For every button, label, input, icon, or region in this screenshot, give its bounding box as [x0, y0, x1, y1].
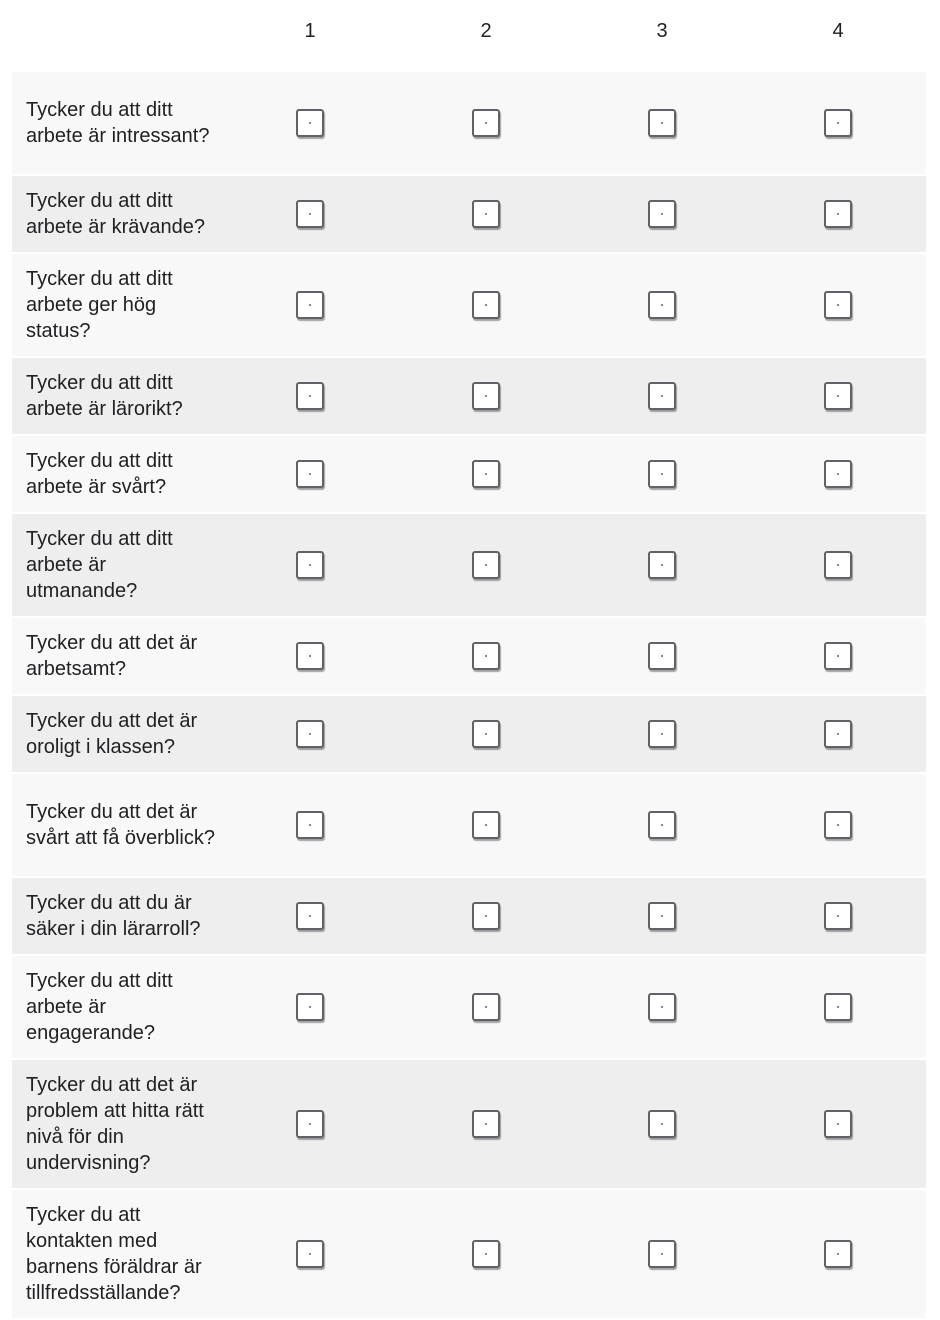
option-4-checkbox[interactable]: [824, 551, 852, 579]
option-3-checkbox[interactable]: [648, 720, 676, 748]
option-1-checkbox[interactable]: [296, 200, 324, 228]
question-row: [12, 1060, 926, 1190]
option-1-checkbox[interactable]: [296, 720, 324, 748]
option-4-checkbox[interactable]: [824, 720, 852, 748]
option-3-checkbox[interactable]: [648, 811, 676, 839]
question-text: Tycker du att ditt arbete är krävande?: [26, 190, 206, 238]
question-text: Tycker du att ditt arbete är engagerande?: [26, 970, 173, 1044]
scale-label-4: 4: [832, 19, 844, 42]
question-text: Tycker du att ditt arbete är svårt?: [26, 450, 173, 498]
scale-header: [12, 0, 926, 62]
question-row: [12, 956, 926, 1060]
option-4-checkbox[interactable]: [824, 902, 852, 930]
question-row: [12, 618, 926, 696]
option-4-checkbox[interactable]: [824, 993, 852, 1021]
option-3-checkbox[interactable]: [648, 382, 676, 410]
question-text: Tycker du att du är säker i din lärarroll?: [26, 892, 201, 940]
option-1-checkbox[interactable]: [296, 109, 324, 137]
question-row: [12, 436, 926, 514]
option-3-checkbox[interactable]: [648, 551, 676, 579]
option-3-checkbox[interactable]: [648, 642, 676, 670]
option-3-checkbox[interactable]: [648, 1110, 676, 1138]
option-4-checkbox[interactable]: [824, 1240, 852, 1268]
option-1-checkbox[interactable]: [296, 993, 324, 1021]
option-4-checkbox[interactable]: [824, 460, 852, 488]
question-row: [12, 358, 926, 436]
question-row: [12, 72, 926, 176]
option-1-checkbox[interactable]: [296, 642, 324, 670]
option-2-checkbox[interactable]: [472, 811, 500, 839]
option-3-checkbox[interactable]: [648, 291, 676, 319]
option-2-checkbox[interactable]: [472, 551, 500, 579]
option-1-checkbox[interactable]: [296, 460, 324, 488]
option-2-checkbox[interactable]: [472, 382, 500, 410]
option-2-checkbox[interactable]: [472, 993, 500, 1021]
option-3-checkbox[interactable]: [648, 902, 676, 930]
scale-label-2: 2: [480, 19, 492, 42]
question-text: Tycker du att det är svårt att få överblick?: [26, 801, 215, 849]
option-2-checkbox[interactable]: [472, 902, 500, 930]
option-3-checkbox[interactable]: [648, 109, 676, 137]
question-row: [12, 774, 926, 878]
option-1-checkbox[interactable]: [296, 1110, 324, 1138]
question-text: Tycker du att kontakten med barnens föräldrar är tillfredsställande?: [26, 1204, 202, 1304]
option-4-checkbox[interactable]: [824, 291, 852, 319]
option-4-checkbox[interactable]: [824, 200, 852, 228]
question-rows: [12, 72, 926, 1320]
option-1-checkbox[interactable]: [296, 551, 324, 579]
option-1-checkbox[interactable]: [296, 811, 324, 839]
question-text: Tycker du att ditt arbete är utmanande?: [26, 528, 173, 602]
question-row: [12, 254, 926, 358]
question-row: [12, 1190, 926, 1320]
scale-label-1: 1: [304, 19, 316, 42]
question-row: [12, 514, 926, 618]
option-4-checkbox[interactable]: [824, 109, 852, 137]
option-2-checkbox[interactable]: [472, 109, 500, 137]
option-2-checkbox[interactable]: [472, 1240, 500, 1268]
question-text: Tycker du att ditt arbete är intressant?: [26, 99, 210, 147]
option-1-checkbox[interactable]: [296, 902, 324, 930]
option-2-checkbox[interactable]: [472, 460, 500, 488]
question-text: Tycker du att det är problem att hitta rätt nivå för din undervisning?: [26, 1074, 204, 1174]
question-text: Tycker du att det är oroligt i klassen?: [26, 710, 198, 758]
option-1-checkbox[interactable]: [296, 382, 324, 410]
option-3-checkbox[interactable]: [648, 460, 676, 488]
option-2-checkbox[interactable]: [472, 291, 500, 319]
option-2-checkbox[interactable]: [472, 1110, 500, 1138]
option-4-checkbox[interactable]: [824, 642, 852, 670]
likert-grid: [12, 0, 926, 1320]
question-text: Tycker du att ditt arbete är lärorikt?: [26, 372, 183, 420]
option-3-checkbox[interactable]: [648, 200, 676, 228]
question-text: Tycker du att det är arbetsamt?: [26, 632, 198, 680]
option-2-checkbox[interactable]: [472, 200, 500, 228]
option-3-checkbox[interactable]: [648, 993, 676, 1021]
option-4-checkbox[interactable]: [824, 811, 852, 839]
option-3-checkbox[interactable]: [648, 1240, 676, 1268]
option-2-checkbox[interactable]: [472, 642, 500, 670]
question-row: [12, 696, 926, 774]
option-4-checkbox[interactable]: [824, 382, 852, 410]
question-row: [12, 878, 926, 956]
option-2-checkbox[interactable]: [472, 720, 500, 748]
question-row: [12, 176, 926, 254]
scale-label-3: 3: [656, 19, 668, 42]
question-text: Tycker du att ditt arbete ger hög status?: [26, 268, 173, 342]
option-1-checkbox[interactable]: [296, 1240, 324, 1268]
option-4-checkbox[interactable]: [824, 1110, 852, 1138]
option-1-checkbox[interactable]: [296, 291, 324, 319]
